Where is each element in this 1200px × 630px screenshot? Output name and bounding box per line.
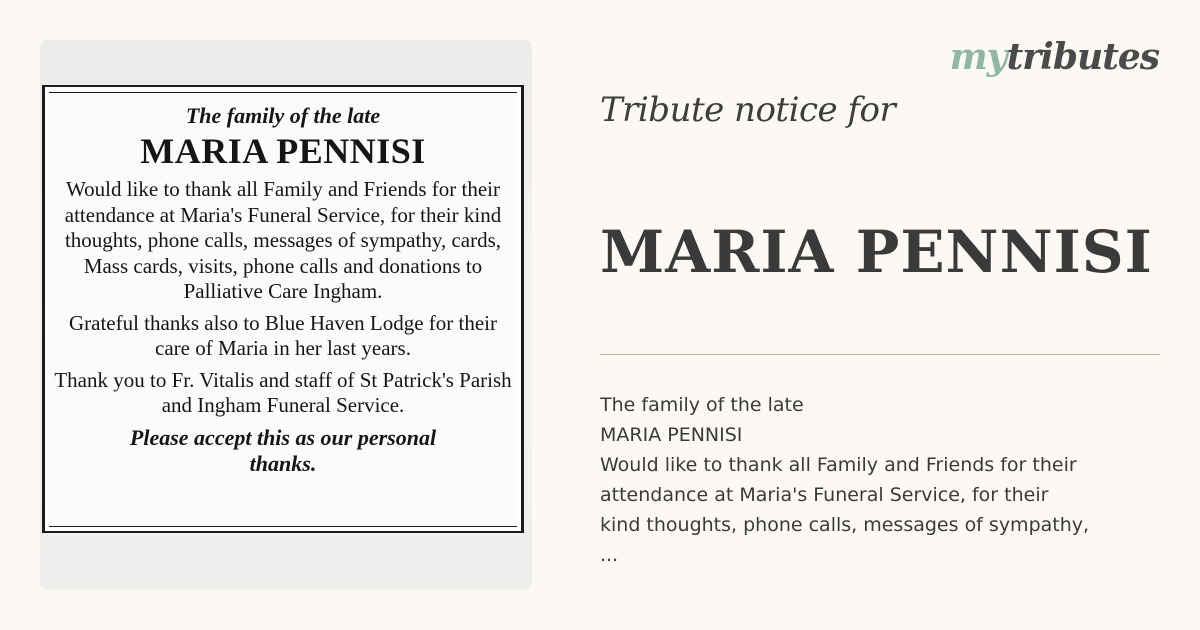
excerpt-ellipsis: ...: [600, 544, 619, 566]
tribute-label: Tribute notice for: [600, 90, 896, 130]
excerpt-line: attendance at Maria's Funeral Service, for their: [600, 484, 1049, 506]
notice-border: [42, 85, 524, 533]
notice-paragraph: Thank you to Fr. Vitalis and staff of St Patrick's Parish and Ingham Funeral Service.: [54, 367, 512, 417]
notice-deceased-name: MARIA PENNISI: [140, 131, 426, 171]
notice-paragraph: Would like to thank all Family and Friends for their attendance at Maria's Funeral Service, for their kind thoughts, phone calls, messages of sympathy, cards, Mass cards, visits, phone calls and donations to Palliative Care Ingham.: [64, 177, 502, 303]
excerpt-line: The family of the late: [600, 394, 804, 416]
notice-paragraph: Grateful thanks also to Blue Haven Lodge for their care of Maria in her last years.: [68, 310, 498, 360]
mytributes-logo[interactable]: [950, 36, 1159, 78]
excerpt-line: Would like to thank all Family and Friends for their: [600, 454, 1077, 476]
notice-closing: Please accept this as our personal thanks.: [129, 424, 437, 476]
notice-content: [49, 92, 517, 527]
notice-intro: The family of the late: [185, 103, 381, 128]
logo-tributes-text: tributes: [1006, 36, 1159, 78]
excerpt-line: kind thoughts, phone calls, messages of sympathy,: [600, 514, 1090, 536]
deceased-name-heading: MARIA PENNISI: [600, 218, 1153, 286]
logo-my-text: my: [949, 36, 1007, 78]
notice-excerpt: [600, 390, 1140, 570]
notice-image: [40, 40, 532, 590]
excerpt-line: MARIA PENNISI: [600, 424, 743, 446]
divider: [600, 354, 1160, 355]
